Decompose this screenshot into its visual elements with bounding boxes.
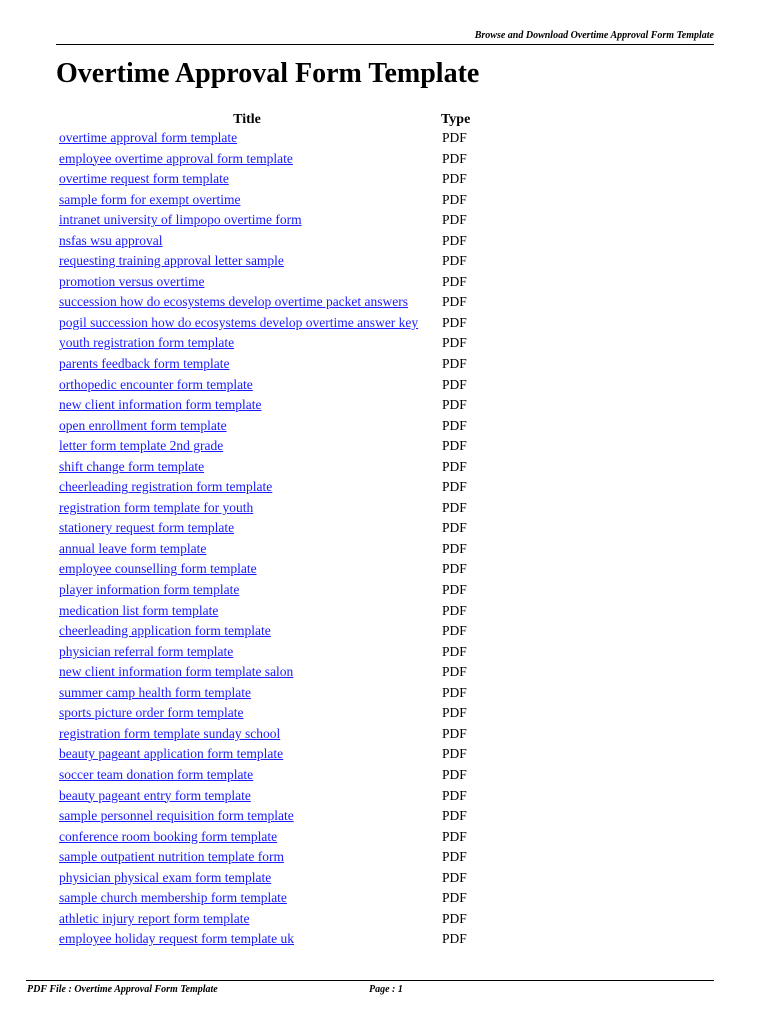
document-link[interactable]: youth registration form template	[59, 335, 235, 351]
document-link[interactable]: cheerleading application form template	[59, 623, 271, 639]
document-type: PDF	[442, 314, 467, 330]
table-row	[56, 705, 486, 726]
document-type: PDF	[442, 890, 467, 906]
document-type: PDF	[442, 623, 467, 639]
document-type: PDF	[442, 417, 467, 433]
document-link[interactable]: annual leave form template	[59, 540, 207, 556]
table-row	[56, 459, 486, 480]
document-link[interactable]: sample form for exempt overtime	[59, 191, 241, 207]
table-row	[56, 253, 486, 274]
document-link[interactable]: sample outpatient nutrition template form	[59, 849, 284, 865]
document-link[interactable]: intranet university of limpopo overtime form	[59, 212, 302, 228]
document-link[interactable]: new client information form template	[59, 397, 262, 413]
table-row	[56, 130, 486, 151]
table-row	[56, 582, 486, 603]
header-text: Browse and Download Overtime Approval Form Template	[474, 30, 714, 41]
document-type: PDF	[442, 664, 467, 680]
footer-rule	[26, 980, 714, 981]
document-link[interactable]: overtime request form template	[59, 171, 229, 187]
table-row	[56, 623, 486, 644]
document-type: PDF	[442, 479, 467, 495]
table-row	[56, 685, 486, 706]
document-link[interactable]: employee holiday request form template uk	[59, 931, 295, 947]
document-type: PDF	[442, 397, 467, 413]
document-type: PDF	[442, 150, 467, 166]
table-row	[56, 870, 486, 891]
document-type: PDF	[442, 725, 467, 741]
table-row	[56, 746, 486, 767]
table-row	[56, 274, 486, 295]
document-type: PDF	[442, 561, 467, 577]
document-type: PDF	[442, 787, 467, 803]
document-type: PDF	[442, 458, 467, 474]
document-link[interactable]: succession how do ecosystems develop overtime packet answers	[59, 294, 409, 310]
document-link[interactable]: beauty pageant entry form template	[59, 787, 251, 803]
document-link[interactable]: sample personnel requisition form template	[59, 808, 294, 824]
table-row	[56, 541, 486, 562]
table-row	[56, 520, 486, 541]
document-link[interactable]: beauty pageant application form template	[59, 746, 284, 762]
table-row	[56, 315, 486, 336]
document-type: PDF	[442, 212, 467, 228]
header-rule	[56, 44, 714, 45]
document-type: PDF	[442, 273, 467, 289]
document-type: PDF	[442, 438, 467, 454]
document-type: PDF	[442, 232, 467, 248]
table-row	[56, 171, 486, 192]
table-row	[56, 377, 486, 398]
table-row	[56, 335, 486, 356]
document-type: PDF	[442, 869, 467, 885]
document-type: PDF	[442, 808, 467, 824]
document-type: PDF	[442, 130, 467, 145]
document-link[interactable]: physician physical exam form template	[59, 869, 272, 885]
document-link[interactable]: sports picture order form template	[59, 705, 244, 721]
table-row	[56, 931, 486, 952]
table-body	[56, 130, 486, 952]
table-row	[56, 356, 486, 377]
table-row	[56, 418, 486, 439]
footer-file-label: PDF File : Overtime Approval Form Template	[27, 984, 218, 995]
document-type: PDF	[442, 540, 467, 556]
document-link[interactable]: physician referral form template	[59, 643, 234, 659]
document-link[interactable]: employee overtime approval form template	[59, 150, 293, 166]
document-link[interactable]: pogil succession how do ecosystems develop overtime answer key	[59, 314, 419, 330]
document-type: PDF	[442, 828, 467, 844]
table-row	[56, 479, 486, 500]
document-link[interactable]: shift change form template	[59, 458, 205, 474]
document-type: PDF	[442, 520, 467, 536]
document-table	[56, 110, 486, 952]
document-type: PDF	[442, 705, 467, 721]
table-row	[56, 726, 486, 747]
document-link[interactable]: sample church membership form template	[59, 890, 287, 906]
document-link[interactable]: conference room booking form template	[59, 828, 278, 844]
document-link[interactable]: overtime approval form template	[59, 130, 238, 145]
document-type: PDF	[442, 335, 467, 351]
table-row	[56, 767, 486, 788]
column-header-type: Type	[441, 112, 471, 127]
document-type: PDF	[442, 746, 467, 762]
document-type: PDF	[442, 499, 467, 515]
table-row	[56, 603, 486, 624]
table-row	[56, 890, 486, 911]
document-link[interactable]: summer camp health form template	[59, 684, 251, 700]
document-link[interactable]: parents feedback form template	[59, 356, 230, 372]
document-type: PDF	[442, 766, 467, 782]
table-row	[56, 438, 486, 459]
table-row	[56, 151, 486, 172]
table-row	[56, 212, 486, 233]
document-type: PDF	[442, 376, 467, 392]
document-link[interactable]: player information form template	[59, 582, 240, 598]
table-row	[56, 644, 486, 665]
document-link[interactable]: soccer team donation form template	[59, 766, 254, 782]
table-row	[56, 192, 486, 213]
table-header-row	[56, 110, 486, 130]
document-type: PDF	[442, 582, 467, 598]
document-link[interactable]: new client information form template salon	[59, 664, 294, 680]
table-row	[56, 911, 486, 932]
table-row	[56, 829, 486, 850]
page-title: Overtime Approval Form Template	[56, 58, 480, 89]
document-link[interactable]: orthopedic encounter form template	[59, 376, 253, 392]
document-link[interactable]: registration form template for youth	[59, 499, 254, 515]
footer-page-number: Page : 1	[369, 984, 403, 995]
document-link[interactable]: stationery request form template	[59, 520, 235, 536]
document-link[interactable]: athletic injury report form template	[59, 910, 250, 926]
document-type: PDF	[442, 849, 467, 865]
document-link[interactable]: registration form template sunday school	[59, 725, 281, 741]
document-link[interactable]: requesting training approval letter sample	[59, 253, 284, 269]
column-header-title: Title	[233, 112, 261, 127]
table-row	[56, 233, 486, 254]
table-row	[56, 664, 486, 685]
document-link[interactable]: medication list form template	[59, 602, 219, 618]
document-type: PDF	[442, 294, 467, 310]
table-row	[56, 397, 486, 418]
table-row	[56, 500, 486, 521]
document-link[interactable]: nsfas wsu approval	[59, 232, 163, 248]
document-link[interactable]: promotion versus overtime	[59, 273, 205, 289]
table-row	[56, 788, 486, 809]
document-type: PDF	[442, 602, 467, 618]
document-type: PDF	[442, 171, 467, 187]
document-type: PDF	[442, 356, 467, 372]
table-row	[56, 561, 486, 582]
document-link[interactable]: letter form template 2nd grade	[59, 438, 224, 454]
document-type: PDF	[442, 931, 467, 947]
table-row	[56, 294, 486, 315]
table-row	[56, 849, 486, 870]
table-row	[56, 808, 486, 829]
document-type: PDF	[442, 191, 467, 207]
document-type: PDF	[442, 253, 467, 269]
document-link[interactable]: open enrollment form template	[59, 417, 227, 433]
document-type: PDF	[442, 684, 467, 700]
document-type: PDF	[442, 643, 467, 659]
document-link[interactable]: employee counselling form template	[59, 561, 257, 577]
document-link[interactable]: cheerleading registration form template	[59, 479, 273, 495]
document-type: PDF	[442, 910, 467, 926]
